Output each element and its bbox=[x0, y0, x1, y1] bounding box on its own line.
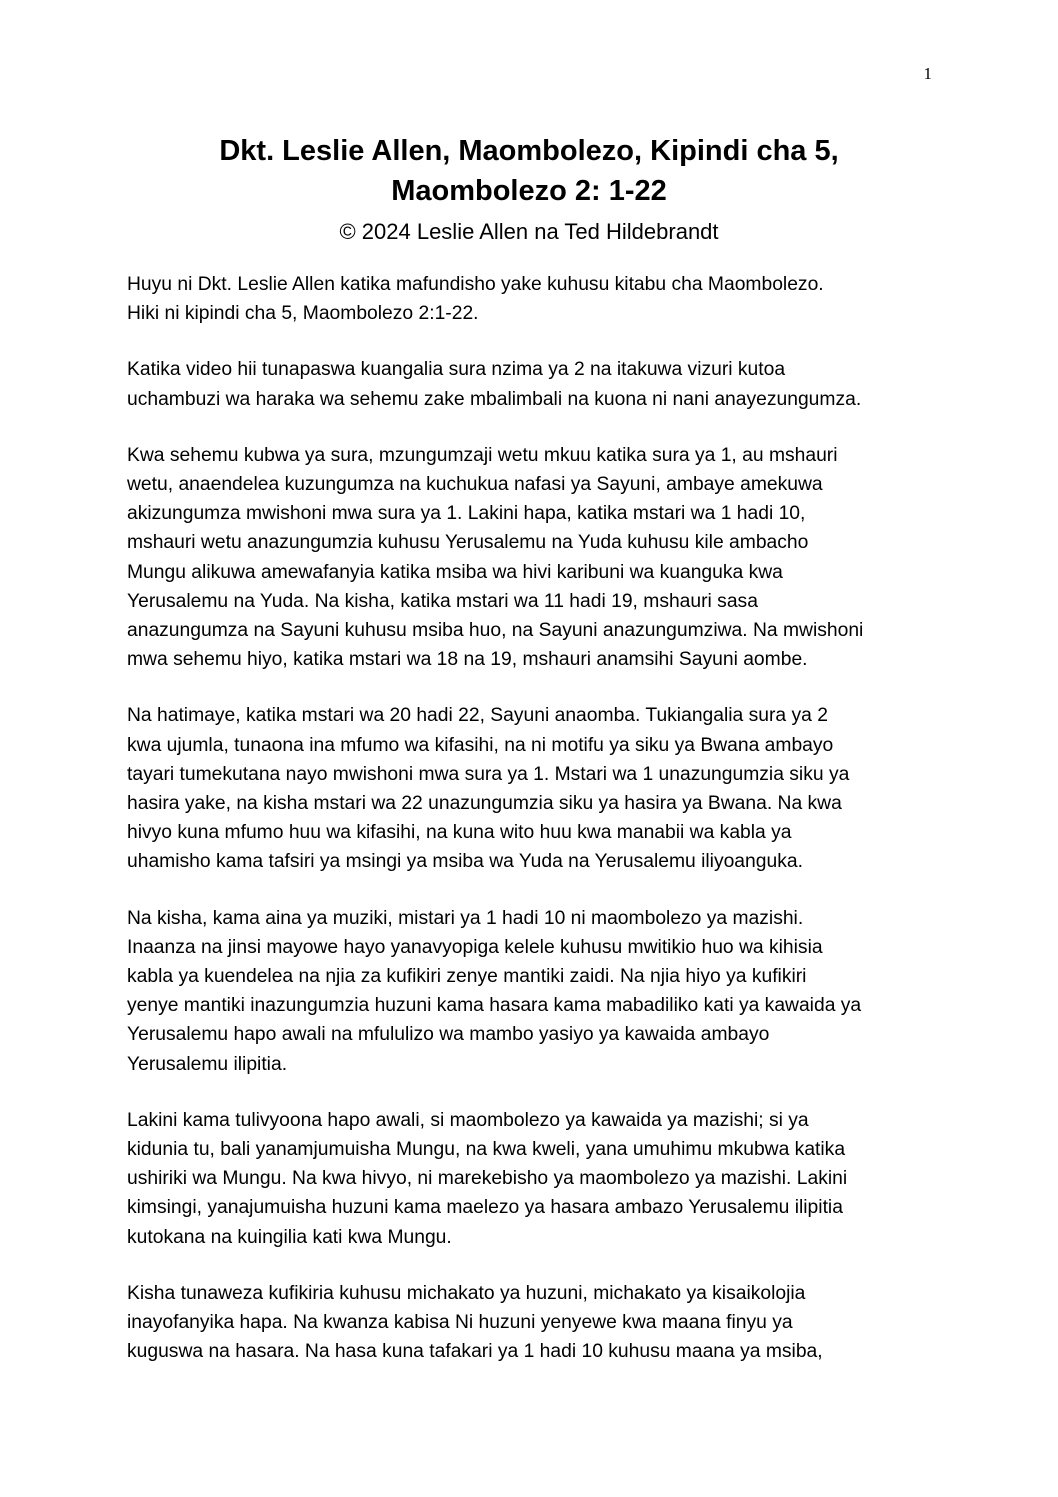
text-line: Inaanza na jinsi mayowe hayo yanavyopiga kelele kuhusu mwitikio huo wa kihisia bbox=[127, 936, 823, 958]
copyright-notice: © 2024 Leslie Allen na Ted Hildebrandt bbox=[339, 219, 719, 244]
text-line: Katika video hii tunapaswa kuangalia sura nzima ya 2 na itakuwa vizuri kutoa bbox=[127, 359, 786, 381]
text-line: Mungu alikuwa amewafanyia katika msiba wa hivi karibuni wa kuanguka kwa bbox=[127, 561, 783, 583]
text-line: uhamisho kama tafsiri ya msingi ya msiba wa Yuda na Yerusalemu iliyoanguka. bbox=[127, 851, 803, 873]
paragraph bbox=[127, 904, 935, 1079]
title-line-2: Maombolezo 2: 1-22 bbox=[391, 175, 667, 207]
text-line: wetu, anaendelea kuzungumza na kuchukua nafasi ya Sayuni, ambaye amekuwa bbox=[127, 474, 823, 496]
text-line: Huyu ni Dkt. Leslie Allen katika mafundisho yake kuhusu kitabu cha Maombolezo. bbox=[127, 274, 824, 295]
text-line: kidunia tu, bali yanamjumuisha Mungu, na kwa kweli, yana umuhimu mkubwa katika bbox=[127, 1139, 846, 1161]
paragraph bbox=[127, 1106, 935, 1252]
text-line: kimsingi, yanajumuisha huzuni kama maelezo ya hasara ambazo Yerusalemu ilipitia bbox=[127, 1197, 843, 1219]
text-line: Hiki ni kipindi cha 5, Maombolezo 2:1-22. bbox=[127, 303, 479, 325]
text-line: Na hatimaye, katika mstari wa 20 hadi 22, Sayuni anaomba. Tukiangalia sura ya 2 bbox=[127, 705, 828, 727]
text-line: anazungumza na Sayuni kuhusu msiba huo, na Sayuni anazungumziwa. Na mwishoni bbox=[127, 620, 864, 642]
text-line: kuguswa na hasara. Na hasa kuna tafakari ya 1 hadi 10 kuhusu maana ya msiba, bbox=[127, 1341, 823, 1363]
text-line: Yerusalemu ilipitia. bbox=[127, 1053, 288, 1075]
text-line: Lakini kama tulivyoona hapo awali, si maombolezo ya kawaida ya mazishi; si ya bbox=[127, 1109, 809, 1131]
text-line: Yerusalemu hapo awali na mfululizo wa mambo yasiyo ya kawaida ambayo bbox=[127, 1024, 770, 1046]
page-number: 1 bbox=[923, 64, 932, 83]
text-line: hivyo kuna mfumo huu wa kifasihi, na kuna wito huu kwa manabii wa kabla ya bbox=[127, 822, 792, 844]
text-line: mwa sehemu hiyo, katika mstari wa 18 na 19, mshauri anamsihi Sayuni aombe. bbox=[127, 649, 808, 671]
document-title bbox=[0, 131, 1058, 211]
text-line: Na kisha, kama aina ya muziki, mistari ya 1 hadi 10 ni maombolezo ya mazishi. bbox=[127, 907, 804, 929]
text-line: kutokana na kuingilia kati kwa Mungu. bbox=[127, 1226, 452, 1248]
text-line: kabla ya kuendelea na njia za kufikiri zenye mantiki zaidi. Na njia hiyo ya kufikiri bbox=[127, 966, 807, 988]
paragraph bbox=[127, 355, 935, 413]
text-line: Kisha tunaweza kufikiria kuhusu michakato ya huzuni, michakato ya kisaikolojia bbox=[127, 1282, 806, 1304]
text-line: inayofanyika hapa. Na kwanza kabisa Ni huzuni yenyewe kwa maana finyu ya bbox=[127, 1312, 793, 1334]
text-line: Yerusalemu na Yuda. Na kisha, katika mstari wa 11 hadi 19, mshauri sasa bbox=[127, 590, 758, 612]
paragraph bbox=[127, 270, 935, 328]
text-line: hasira yake, na kisha mstari wa 22 unazungumzia siku ya hasira ya Bwana. Na kwa bbox=[127, 793, 842, 815]
text-line: akizungumza mwishoni mwa sura ya 1. Lakini hapa, katika mstari wa 1 hadi 10, bbox=[127, 503, 806, 525]
title-line-1: Dkt. Leslie Allen, Maombolezo, Kipindi cha 5, bbox=[219, 135, 839, 167]
text-line: mshauri wetu anazungumzia kuhusu Yerusalemu na Yuda kuhusu kile ambacho bbox=[127, 532, 809, 554]
text-line: uchambuzi wa haraka wa sehemu zake mbalimbali na kuona ni nani anayezungumza. bbox=[127, 388, 862, 410]
paragraph bbox=[127, 1279, 935, 1367]
text-line: yenye mantiki inazungumzia huzuni kama hasara kama mabadiliko kati ya kawaida ya bbox=[127, 995, 862, 1017]
document-body bbox=[127, 270, 935, 1394]
text-line: ushiriki wa Mungu. Na kwa hivyo, ni marekebisho ya maombolezo ya mazishi. Lakini bbox=[127, 1168, 848, 1190]
text-line: tayari tumekutana nayo mwishoni mwa sura ya 1. Mstari wa 1 unazungumzia siku ya bbox=[127, 763, 850, 785]
text-line: kwa ujumla, tunaona ina mfumo wa kifasihi, na ni motifu ya siku ya Bwana ambayo bbox=[127, 734, 834, 756]
paragraph bbox=[127, 441, 935, 675]
paragraph bbox=[127, 701, 935, 876]
text-line: Kwa sehemu kubwa ya sura, mzungumzaji wetu mkuu katika sura ya 1, au mshauri bbox=[127, 444, 838, 466]
